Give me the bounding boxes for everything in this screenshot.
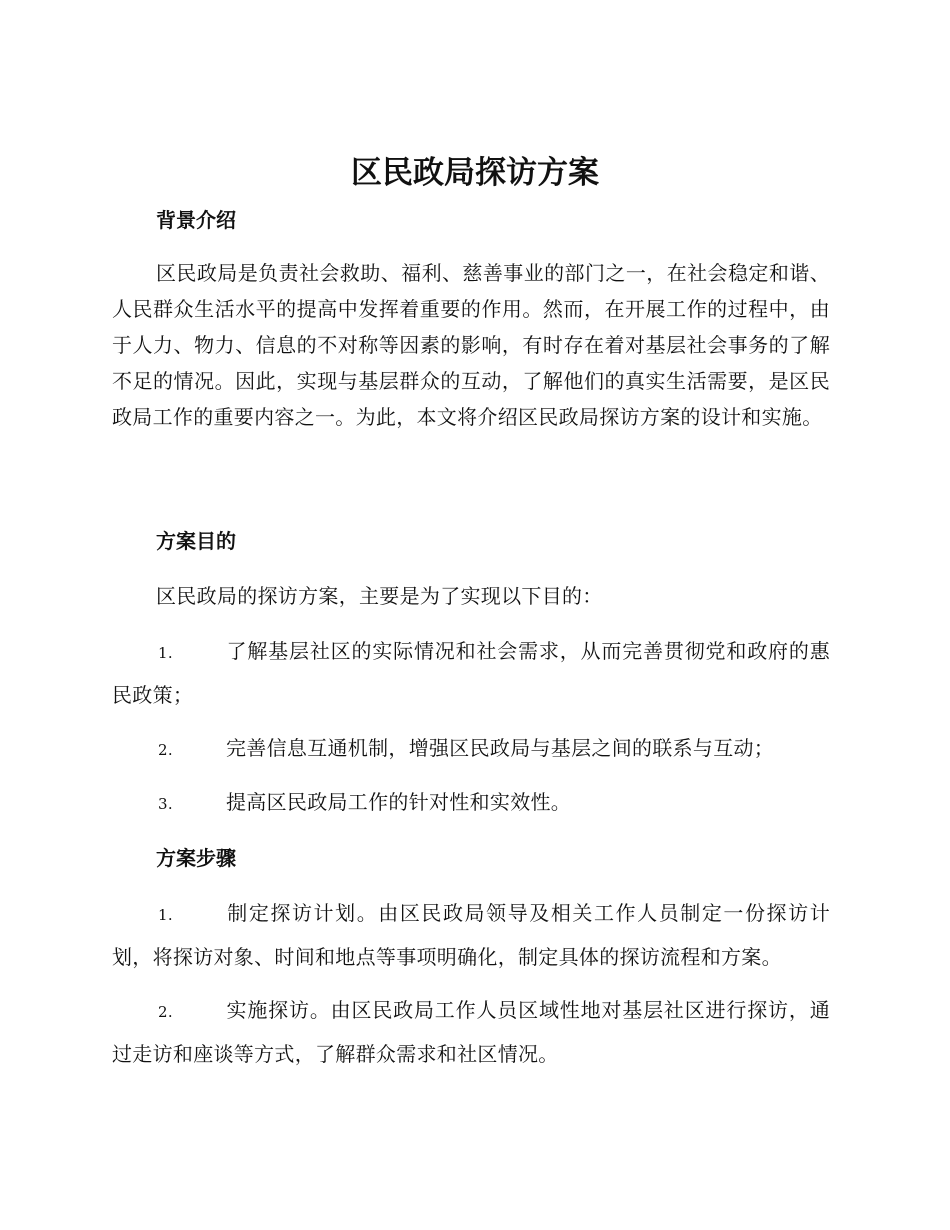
- list-number: 3.: [158, 795, 173, 813]
- list-item-text: 完善信息互通机制，增强区民政局与基层之间的联系与互动；: [226, 736, 775, 760]
- purpose-intro: 区民政局的探访方案，主要是为了实现以下目的：: [156, 584, 603, 608]
- list-item-text: 实施探访。由区民政局工作人员区域性地对基层社区进行探访，通过走访和座谈等方式，了解群众需求和社区情况。: [112, 998, 830, 1066]
- purpose-item-2: [112, 727, 830, 771]
- document-title: 区民政局探访方案: [351, 155, 599, 191]
- list-item-text: 制定探访计划。由区民政局领导及相关工作人员制定一份探访计划，将探访对象、时间和地点等事项明确化，制定具体的探访流程和方案。: [112, 901, 830, 969]
- purpose-item-1: [112, 630, 830, 716]
- background-paragraph: 区民政局是负责社会救助、福利、慈善事业的部门之一，在社会稳定和谐、人民群众生活水平的提高中发挥着重要的作用。然而，在开展工作的过程中，由于人力、物力、信息的不对称等因素的影响，有时存在着对基层社会事务的了解不足的情况。因此，实现与基层群众的互动，了解他们的真实生活需要，是区民政局工作的重要内容之一。为此，本文将介绍区民政局探访方案的设计和实施。: [112, 261, 830, 429]
- steps-item-2: [112, 989, 830, 1075]
- purpose-item-3: [112, 781, 830, 825]
- section-heading-background: 背景介绍: [156, 208, 236, 232]
- list-number: 1.: [158, 906, 173, 924]
- section-heading-steps: 方案步骤: [156, 846, 236, 870]
- list-item-text: 提高区民政局工作的针对性和实效性。: [226, 790, 572, 814]
- steps-item-1: [112, 892, 830, 978]
- list-number: 2.: [158, 741, 173, 759]
- section-heading-purpose: 方案目的: [156, 529, 236, 553]
- list-item-text: 了解基层社区的实际情况和社会需求，从而完善贯彻党和政府的惠民政策；: [112, 639, 830, 707]
- list-number: 2.: [158, 1003, 173, 1021]
- list-number: 1.: [158, 644, 173, 662]
